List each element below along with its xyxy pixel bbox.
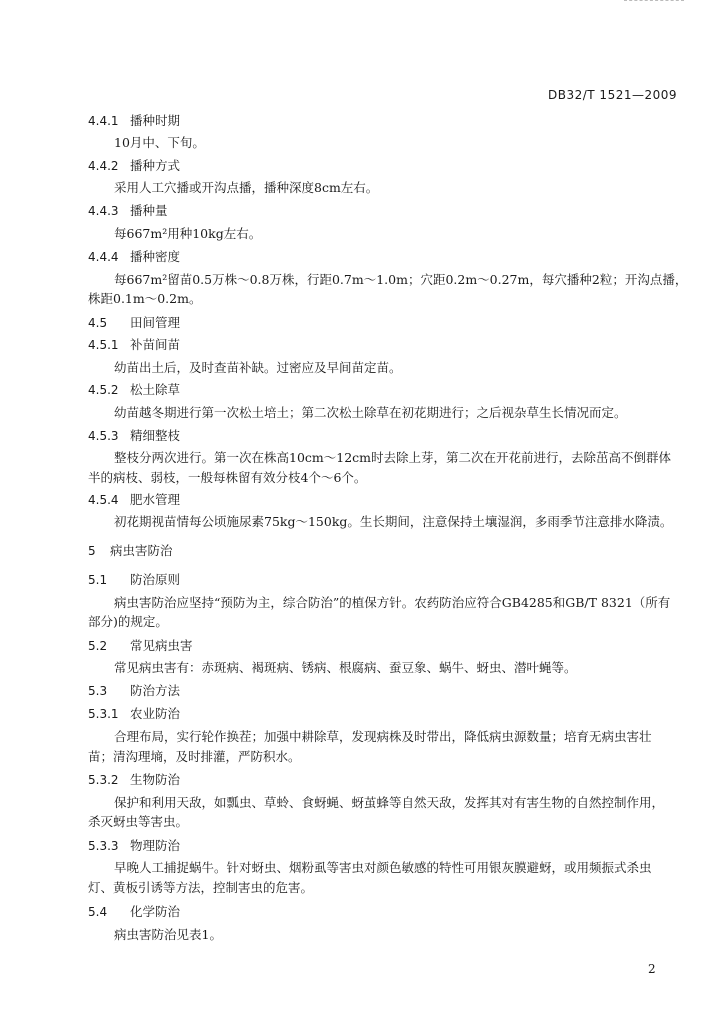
- paragraph: 初花期视苗情每公顷施尿素75kg～150kg。生长期间，注意保持土壤湿润，多雨季节注意排水降渍。: [114, 514, 673, 529]
- scan-artifact: [624, 0, 684, 7]
- section-number: 5.2: [88, 639, 108, 653]
- section-number: 5: [88, 544, 96, 558]
- paragraph-line: 苗；清沟理墒，及时排灌，严防积水。: [88, 749, 301, 764]
- section-number: 5.4: [88, 905, 108, 919]
- section-heading: [88, 905, 180, 919]
- section-heading: [88, 773, 180, 787]
- section-number: 4.5.4: [88, 493, 119, 507]
- section-title: 补苗间苗: [130, 337, 181, 352]
- section-number: 4.4.1: [88, 114, 119, 128]
- section-title: 精细整枝: [130, 428, 181, 443]
- section-heading: [88, 383, 180, 397]
- section-heading: [88, 707, 180, 721]
- section-title: 化学防治: [130, 904, 181, 919]
- section-number: 4.5.3: [88, 429, 119, 443]
- section-heading: [88, 114, 180, 128]
- paragraph-line: 每667m²留苗0.5万株～0.8万株，行距0.7m～1.0m；穴距0.2m～0.27m，每穴播种2粒；开沟点播，: [114, 272, 688, 287]
- section-title: 病虫害防治: [110, 543, 173, 558]
- standard-code: DB32/T 1521—2009: [548, 88, 678, 102]
- section-number: 4.5.1: [88, 338, 119, 352]
- section-number: 4.5: [88, 316, 108, 330]
- section-heading: [88, 204, 168, 218]
- paragraph-line: 部分)的规定。: [88, 614, 168, 629]
- section-title: 生物防治: [130, 772, 181, 787]
- paragraph-line: 株距0.1m～0.2m。: [88, 291, 202, 306]
- paragraph: 病虫害防治见表1。: [114, 927, 222, 942]
- paragraph: 幼苗越冬期进行第一次松土培土；第二次松土除草在初花期进行；之后视杂草生长情况而定。: [114, 405, 627, 420]
- chapter-heading: [88, 544, 173, 558]
- section-number: 4.4.4: [88, 250, 119, 264]
- section-number: 5.3.1: [88, 707, 119, 721]
- section-heading: [88, 573, 180, 587]
- page-number: 2: [648, 962, 656, 976]
- section-heading: [88, 159, 180, 173]
- section-title: 物理防治: [130, 838, 181, 853]
- section-title: 松土除草: [130, 382, 181, 397]
- section-title: 肥水管理: [130, 492, 181, 507]
- section-title: 播种量: [130, 203, 168, 218]
- section-heading: [88, 684, 180, 698]
- section-number: 5.3.2: [88, 773, 119, 787]
- paragraph-line: 病虫害防治应坚持“预防为主，综合防治”的植保方针。农药防治应符合GB4285和GB/T 8321（所有: [114, 595, 671, 610]
- paragraph-line: 保护和利用天敌，如瓢虫、草蛉、食蚜蝇、蚜茧蜂等自然天敌，发挥其对有害生物的自然控制作用，: [114, 795, 665, 810]
- section-title: 农业防治: [130, 706, 181, 721]
- section-heading: [88, 316, 180, 330]
- section-number: 4.4.3: [88, 204, 119, 218]
- section-title: 防治原则: [130, 572, 181, 587]
- paragraph: 每667m²用种10kg左右。: [114, 226, 262, 241]
- section-heading: [88, 338, 180, 352]
- paragraph: 采用人工穴播或开沟点播，播种深度8cm左右。: [114, 180, 379, 195]
- paragraph-line: 半的病枝、弱枝，一般每株留有效分枝4个～6个。: [88, 470, 367, 485]
- section-number: 5.3: [88, 684, 108, 698]
- section-heading: [88, 639, 193, 653]
- section-heading: [88, 839, 180, 853]
- section-number: 4.4.2: [88, 159, 119, 173]
- section-title: 田间管理: [130, 315, 181, 330]
- section-number: 5.3.3: [88, 839, 119, 853]
- paragraph-line: 灯、黄板引诱等方法，控制害虫的危害。: [88, 880, 314, 895]
- paragraph-line: 合理布局，实行轮作换茬；加强中耕除草，发现病株及时带出，降低病虫源数量；培育无病虫害壮: [114, 729, 652, 744]
- section-heading: [88, 493, 180, 507]
- paragraph-line: 杀灭蚜虫等害虫。: [88, 814, 189, 829]
- paragraph-line: 整枝分两次进行。第一次在株高10cm～12cm时去除上芽，第二次在开花前进行，去除茁高不倒群体: [114, 450, 672, 465]
- section-number: 5.1: [88, 573, 108, 587]
- section-title: 防治方法: [130, 683, 181, 698]
- section-title: 播种密度: [130, 249, 181, 264]
- section-title: 常见病虫害: [130, 638, 193, 653]
- section-heading: [88, 250, 180, 264]
- paragraph-line: 早晚人工捕捉蜗牛。针对蚜虫、烟粉虱等害虫对颜色敏感的特性可用银灰膜避蚜，或用频振式杀虫: [114, 860, 652, 875]
- paragraph: 10月中、下旬。: [114, 135, 205, 150]
- paragraph: 常见病虫害有：赤斑病、褐斑病、锈病、根腐病、蚕豆象、蜗牛、蚜虫、潜叶蝇等。: [114, 660, 577, 675]
- section-title: 播种时期: [130, 113, 181, 128]
- paragraph: 幼苗出土后，及时查苗补缺。过密应及早间苗定苗。: [114, 360, 402, 375]
- section-number: 4.5.2: [88, 383, 119, 397]
- section-title: 播种方式: [130, 158, 181, 173]
- section-heading: [88, 429, 180, 443]
